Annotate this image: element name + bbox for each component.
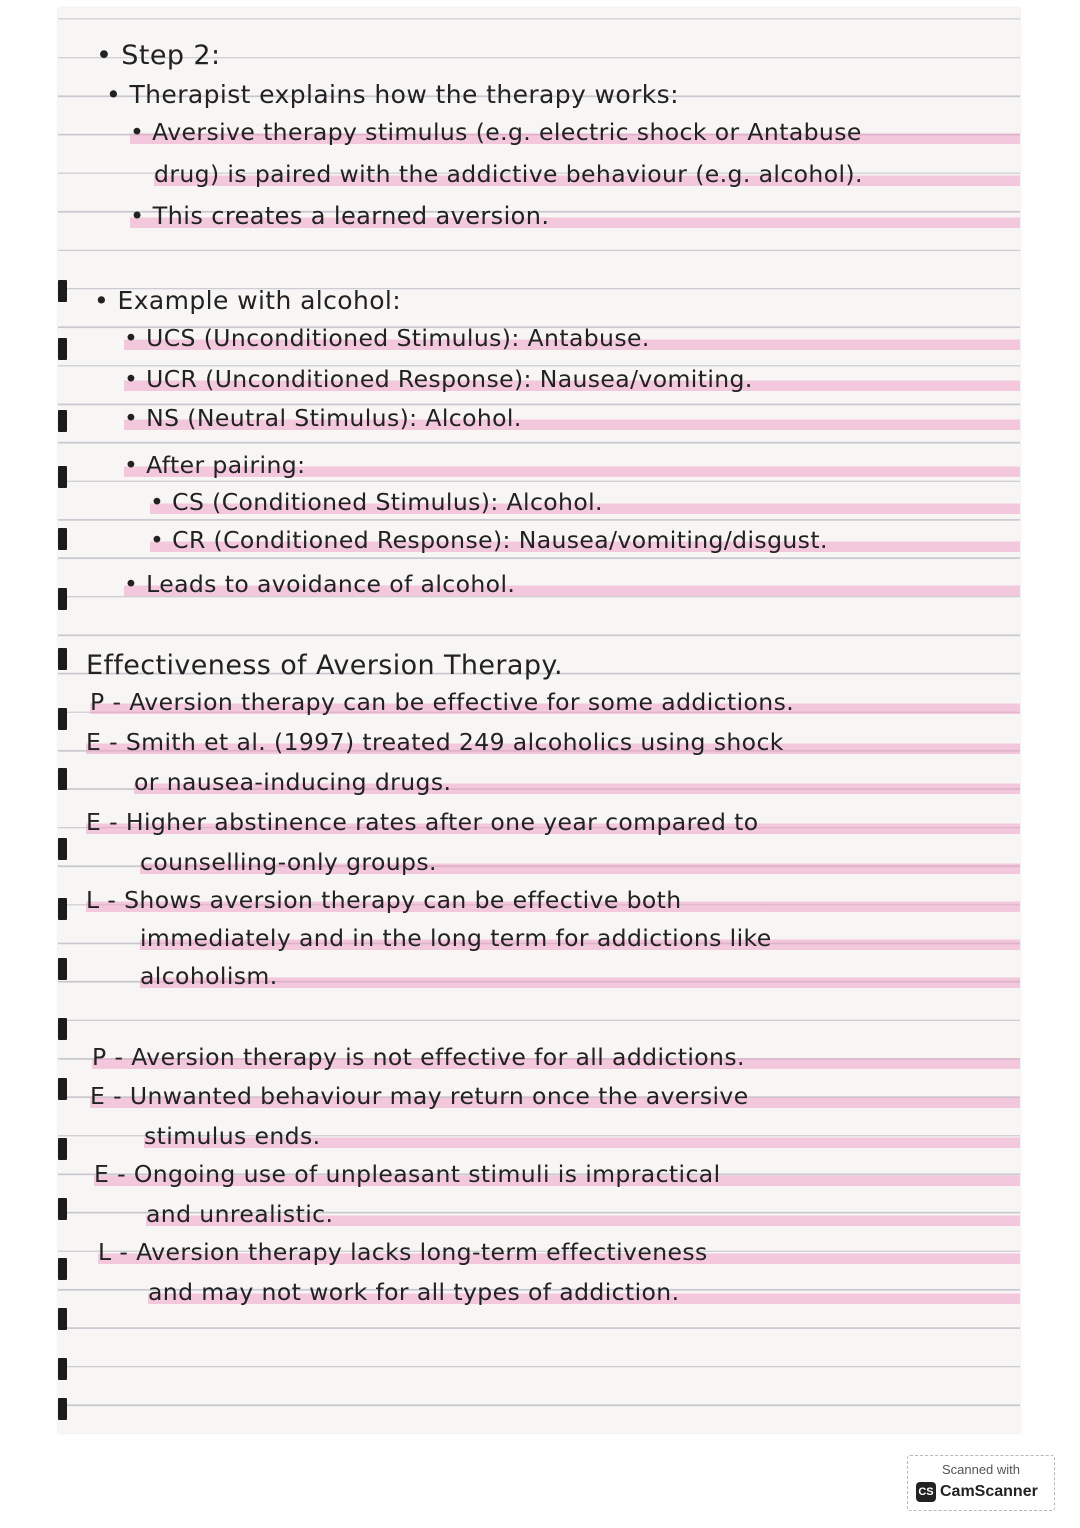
note-line-unrealistic: and unrealistic. (146, 1200, 1020, 1228)
binding-mark (58, 1258, 67, 1280)
binding-mark (58, 410, 67, 432)
section-heading-effectiveness: Effectiveness of Aversion Therapy. (86, 650, 563, 681)
note-line-ongoing-use: E - Ongoing use of unpleasant stimuli is impractical (94, 1160, 1020, 1188)
binding-mark (58, 1198, 67, 1220)
binding-mark (58, 1398, 67, 1420)
note-line-link-2: L - Aversion therapy lacks long-term effectiveness (98, 1238, 1020, 1266)
watermark-brand: CamScanner (940, 1483, 1038, 1500)
note-line-drug-paired: drug) is paired with the addictive behaviour (e.g. alcohol). (154, 160, 1020, 188)
camscanner-watermark (907, 1455, 1055, 1511)
binding-mark (58, 338, 67, 360)
binding-mark (58, 838, 67, 860)
spiral-binding (58, 8, 76, 1433)
note-line-ns: • NS (Neutral Stimulus): Alcohol. (124, 404, 1020, 432)
binding-mark (58, 280, 67, 302)
note-line-example-alcohol: • Example with alcohol: (94, 286, 402, 315)
note-line-evidence-smith: E - Smith et al. (1997) treated 249 alcoholics using shock (86, 728, 1020, 756)
binding-mark (58, 898, 67, 920)
binding-mark (58, 528, 67, 550)
note-line-learned-aversion: • This creates a learned aversion. (130, 202, 1020, 230)
note-line-all-types: and may not work for all types of addiction. (148, 1278, 1020, 1306)
binding-mark (58, 768, 67, 790)
note-line-therapist-explains: • Therapist explains how the therapy works: (106, 80, 679, 109)
binding-mark (58, 1358, 67, 1380)
note-line-aversive-stimulus: • Aversive therapy stimulus (e.g. electric shock or Antabuse (130, 118, 1020, 146)
watermark-caption: Scanned with (941, 1462, 1021, 1477)
binding-mark (58, 1138, 67, 1160)
note-line-stimulus-ends: stimulus ends. (144, 1122, 1020, 1150)
notebook-page (58, 8, 1020, 1433)
note-line-immediately: immediately and in the long term for addictions like (140, 924, 1020, 952)
binding-mark (58, 588, 67, 610)
note-line-nausea-drugs: or nausea-inducing drugs. (134, 768, 1020, 796)
note-line-point-1: P - Aversion therapy can be effective for some addictions. (90, 688, 1020, 716)
note-line-point-2: P - Aversion therapy is not effective for all addictions. (92, 1043, 1020, 1071)
binding-mark (58, 1308, 67, 1330)
note-line-after-pairing: • After pairing: (124, 451, 1020, 479)
note-line-link-1: L - Shows aversion therapy can be effective both (86, 886, 1020, 914)
note-line-ucr: • UCR (Unconditioned Response): Nausea/vomiting. (124, 365, 1020, 393)
binding-mark (58, 1018, 67, 1040)
note-line-evidence-abstinence: E - Higher abstinence rates after one year compared to (86, 808, 1020, 836)
binding-mark (58, 708, 67, 730)
note-line-step-2: • Step 2: (96, 40, 221, 71)
camscanner-logo-icon: CS (916, 1482, 936, 1502)
note-line-avoidance: • Leads to avoidance of alcohol. (124, 570, 1020, 598)
binding-mark (58, 466, 67, 488)
note-line-cr: • CR (Conditioned Response): Nausea/vomiting/disgust. (150, 526, 1020, 554)
note-line-alcoholism: alcoholism. (140, 962, 1020, 990)
note-line-ucs: • UCS (Unconditioned Stimulus): Antabuse. (124, 324, 1020, 352)
note-line-counselling: counselling-only groups. (140, 848, 1020, 876)
binding-mark (58, 958, 67, 980)
binding-mark (58, 1078, 67, 1100)
note-line-cs: • CS (Conditioned Stimulus): Alcohol. (150, 488, 1020, 516)
binding-mark (58, 648, 67, 670)
note-line-unwanted-behaviour: E - Unwanted behaviour may return once the aversive (90, 1082, 1020, 1110)
